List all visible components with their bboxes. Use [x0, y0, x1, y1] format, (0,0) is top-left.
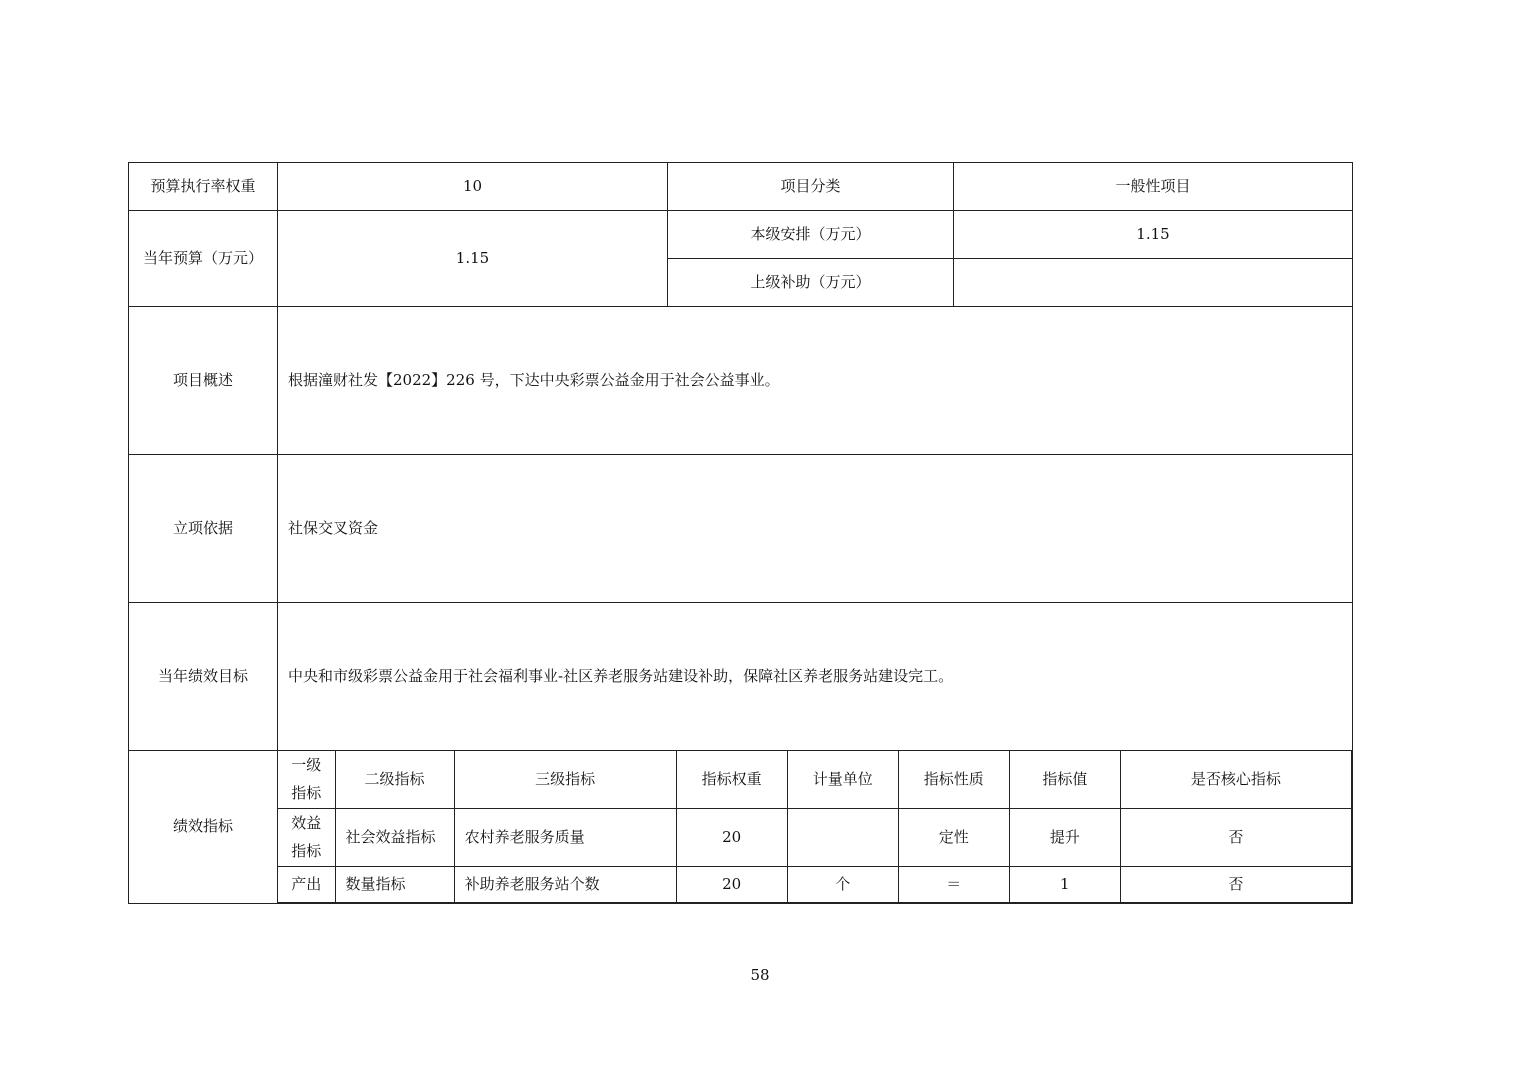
indicator-level3: 补助养老服务站个数: [454, 866, 676, 902]
project-category-value: 一般性项目: [954, 163, 1353, 211]
project-overview-label: 项目概述: [129, 307, 278, 455]
indicators-cell: [278, 751, 1353, 904]
header-unit: 计量单位: [787, 751, 898, 808]
table-row: [129, 307, 1353, 455]
indicator-core: 否: [1120, 808, 1351, 866]
superior-subsidy-value: [954, 259, 1353, 307]
header-level2: 二级指标: [335, 751, 454, 808]
indicator-level2: 数量指标: [335, 866, 454, 902]
indicator-nature: 定性: [898, 808, 1009, 866]
project-category-label: 项目分类: [668, 163, 954, 211]
budget-rate-weight-label: 预算执行率权重: [129, 163, 278, 211]
header-level1: [278, 751, 335, 808]
project-info-table: [128, 162, 1353, 904]
indicator-weight: 20: [676, 866, 787, 902]
project-basis-text: 社保交叉资金: [278, 455, 1353, 603]
annual-budget-label: 当年预算（万元）: [129, 211, 278, 307]
indicator-level1-line2: 指标: [291, 842, 322, 860]
indicator-level1-line1: 效益: [291, 814, 322, 832]
annual-goal-text: 中央和市级彩票公益金用于社会福利事业-社区养老服务站建设补助，保障社区养老服务站建设完工。: [278, 603, 1353, 751]
annual-goal-label: 当年绩效目标: [129, 603, 278, 751]
indicator-row: [278, 866, 1352, 902]
header-value: 指标值: [1009, 751, 1120, 808]
header-level1-line1: 一级: [291, 756, 322, 775]
budget-rate-weight-value: 10: [278, 163, 668, 211]
indicator-level3: 农村养老服务质量: [454, 808, 676, 866]
header-weight: 指标权重: [676, 751, 787, 808]
local-arrangement-value: 1.15: [954, 211, 1353, 259]
superior-subsidy-label: 上级补助（万元）: [668, 259, 954, 307]
indicator-value: 提升: [1009, 808, 1120, 866]
table-row: [129, 163, 1353, 211]
indicators-header-row: [278, 751, 1352, 808]
indicator-level2: 社会效益指标: [335, 808, 454, 866]
indicator-unit: [787, 808, 898, 866]
indicator-unit: 个: [787, 866, 898, 902]
local-arrangement-label: 本级安排（万元）: [668, 211, 954, 259]
table-row: [129, 211, 1353, 259]
header-nature: 指标性质: [898, 751, 1009, 808]
indicator-level1: [278, 808, 335, 866]
table-row: [129, 603, 1353, 751]
header-level1-line2: 指标: [291, 784, 322, 803]
table-row: [129, 751, 1353, 904]
indicator-weight: 20: [676, 808, 787, 866]
header-level3: 三级指标: [454, 751, 676, 808]
indicator-row: [278, 808, 1352, 866]
indicator-nature: ＝: [898, 866, 1009, 902]
header-core: 是否核心指标: [1120, 751, 1351, 808]
indicator-value: 1: [1009, 866, 1120, 902]
indicators-table: [278, 751, 1352, 903]
table-row: [129, 455, 1353, 603]
page-number: 58: [750, 966, 770, 984]
performance-indicators-label: 绩效指标: [129, 751, 278, 904]
indicator-core: 否: [1120, 866, 1351, 902]
annual-budget-value: 1.15: [278, 211, 668, 307]
project-basis-label: 立项依据: [129, 455, 278, 603]
project-overview-text: 根据潼财社发【2022】226 号，下达中央彩票公益金用于社会公益事业。: [278, 307, 1353, 455]
indicator-level1: 产出: [278, 866, 335, 902]
